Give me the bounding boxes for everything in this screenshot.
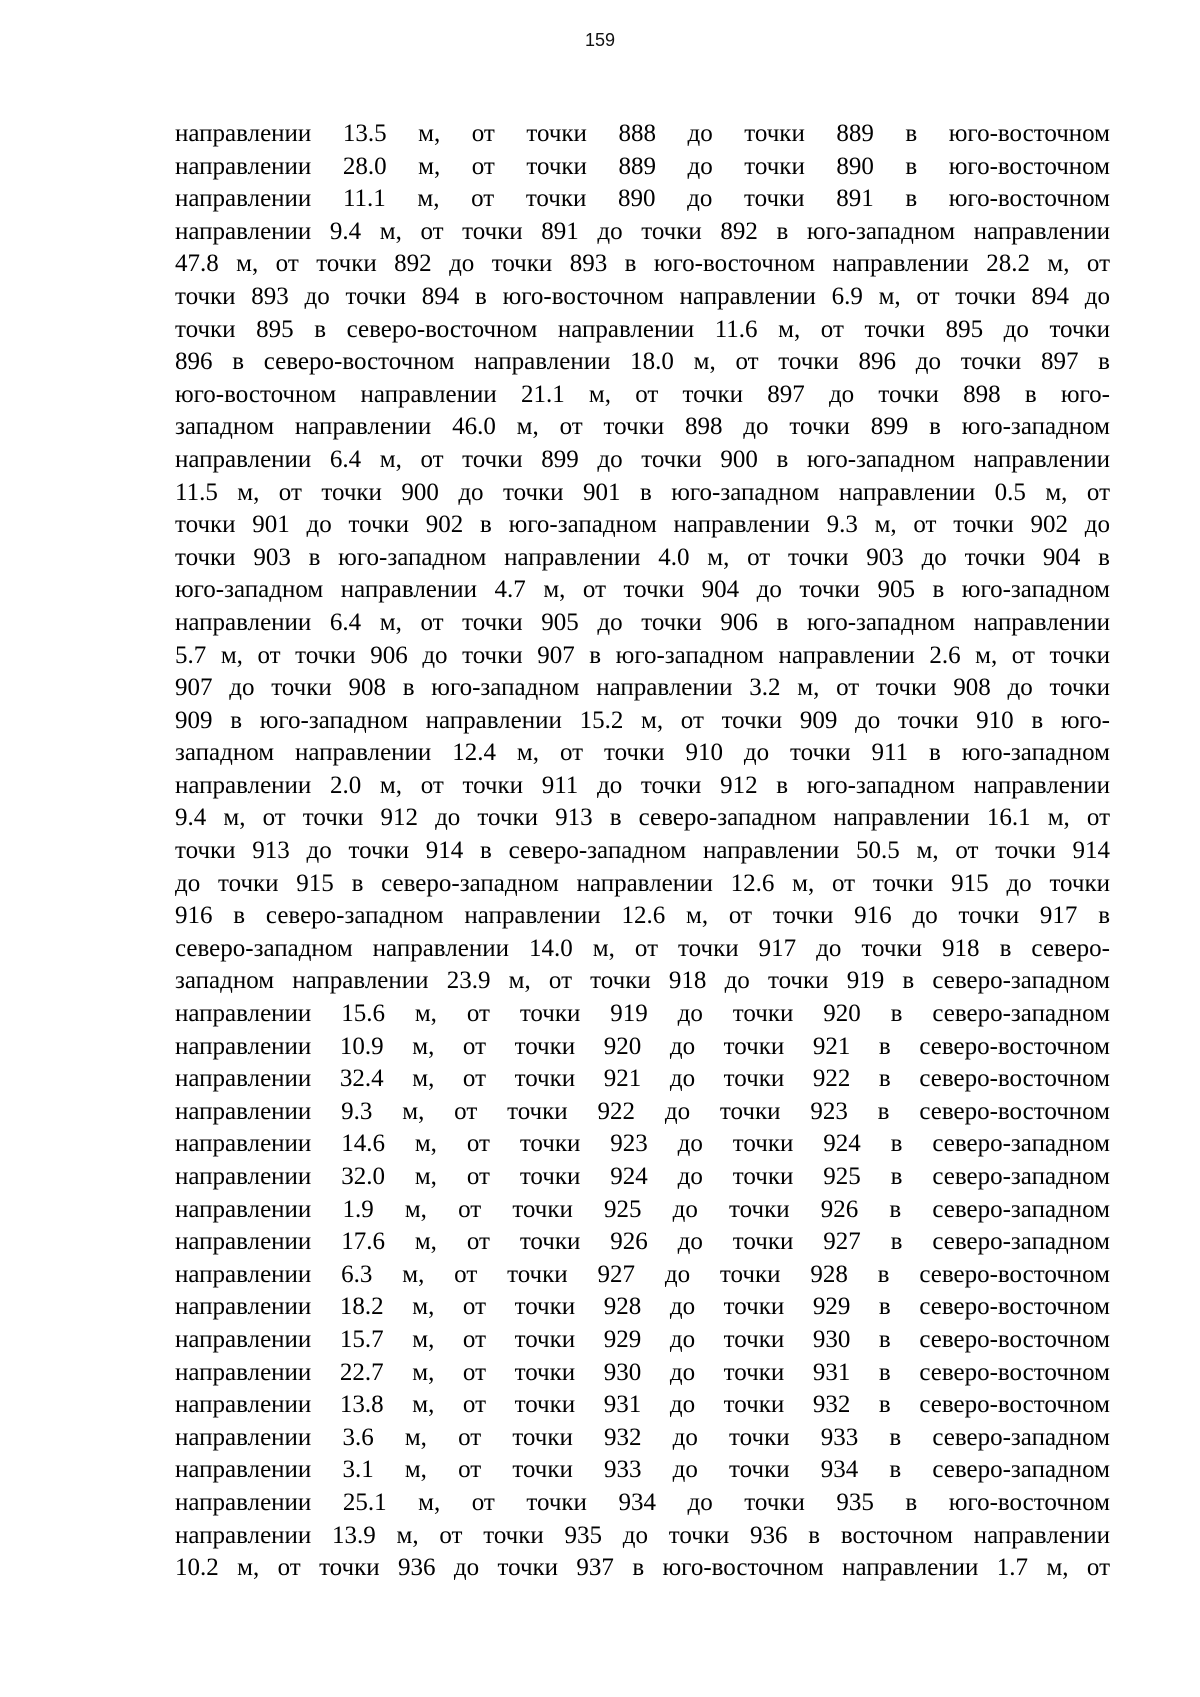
text-line: 5.7 м, от точки 906 до точки 907 в юго-западном направлении 2.6 м, от точки [175, 641, 1110, 669]
text-line: 916 в северо-западном направлении 12.6 м, от точки 916 до точки 917 в [175, 902, 1110, 930]
text-line: направлении 32.4 м, от точки 921 до точки 922 в северо-восточном [175, 1065, 1110, 1093]
text-line: направлении 9.3 м, от точки 922 до точки 923 в северо-восточном [175, 1097, 1110, 1125]
text-line: направлении 3.6 м, от точки 932 до точки 933 в северо-западном [175, 1423, 1110, 1451]
text-line: направлении 2.0 м, от точки 911 до точки 912 в юго-западном направлении [175, 771, 1110, 799]
text-line: точки 913 до точки 914 в северо-западном направлении 50.5 м, от точки 914 [175, 837, 1110, 865]
text-line: направлении 6.3 м, от точки 927 до точки 928 в северо-восточном [175, 1260, 1110, 1288]
text-line: 11.5 м, от точки 900 до точки 901 в юго-западном направлении 0.5 м, от [175, 478, 1110, 506]
text-line: северо-западном направлении 14.0 м, от точки 917 до точки 918 в северо- [175, 934, 1110, 962]
text-line: 907 до точки 908 в юго-западном направлении 3.2 м, от точки 908 до точки [175, 674, 1110, 702]
body-text [175, 118, 1110, 1585]
text-line: западном направлении 12.4 м, от точки 910 до точки 911 в юго-западном [175, 739, 1110, 767]
text-line: точки 901 до точки 902 в юго-западном направлении 9.3 м, от точки 902 до [175, 511, 1110, 539]
text-line: направлении 1.9 м, от точки 925 до точки 926 в северо-западном [175, 1195, 1110, 1223]
text-line: направлении 13.8 м, от точки 931 до точки 932 в северо-восточном [175, 1391, 1110, 1419]
text-line: западном направлении 46.0 м, от точки 898 до точки 899 в юго-западном [175, 413, 1110, 441]
text-line: направлении 10.9 м, от точки 920 до точки 921 в северо-восточном [175, 1032, 1110, 1060]
text-line: направлении 14.6 м, от точки 923 до точки 924 в северо-западном [175, 1130, 1110, 1158]
text-line: направлении 15.6 м, от точки 919 до точки 920 в северо-западном [175, 1000, 1110, 1028]
text-line: направлении 17.6 м, от точки 926 до точки 927 в северо-западном [175, 1228, 1110, 1256]
text-line: 909 в юго-западном направлении 15.2 м, от точки 909 до точки 910 в юго- [175, 706, 1110, 734]
text-line: направлении 6.4 м, от точки 905 до точки 906 в юго-западном направлении [175, 608, 1110, 636]
page-number: 159 [584, 30, 616, 50]
text-line: 9.4 м, от точки 912 до точки 913 в северо-западном направлении 16.1 м, от [175, 804, 1110, 832]
text-line: точки 893 до точки 894 в юго-восточном направлении 6.9 м, от точки 894 до [175, 282, 1110, 310]
text-line: точки 903 в юго-западном направлении 4.0 м, от точки 903 до точки 904 в [175, 543, 1110, 571]
text-line: направлении 13.9 м, от точки 935 до точки 936 в восточном направлении [175, 1521, 1110, 1549]
text-line: направлении 18.2 м, от точки 928 до точки 929 в северо-восточном [175, 1293, 1110, 1321]
text-line: западном направлении 23.9 м, от точки 918 до точки 919 в северо-западном [175, 967, 1110, 995]
text-line: 896 в северо-восточном направлении 18.0 м, от точки 896 до точки 897 в [175, 348, 1110, 376]
text-line: направлении 28.0 м, от точки 889 до точки 890 в юго-восточном [175, 152, 1110, 180]
text-line: 47.8 м, от точки 892 до точки 893 в юго-восточном направлении 28.2 м, от [175, 250, 1110, 278]
text-line: направлении 13.5 м, от точки 888 до точки 889 в юго-восточном [175, 120, 1110, 147]
text-line: направлении 22.7 м, от точки 930 до точки 931 в северо-восточном [175, 1358, 1110, 1386]
text-line: направлении 3.1 м, от точки 933 до точки 934 в северо-западном [175, 1456, 1110, 1484]
text-line: направлении 9.4 м, от точки 891 до точки 892 в юго-западном направлении [175, 217, 1110, 245]
text-line: до точки 915 в северо-западном направлении 12.6 м, от точки 915 до точки [175, 869, 1110, 897]
text-line: направлении 25.1 м, от точки 934 до точки 935 в юго-восточном [175, 1488, 1110, 1516]
text-line: направлении 6.4 м, от точки 899 до точки 900 в юго-западном направлении [175, 445, 1110, 473]
text-line: юго-восточном направлении 21.1 м, от точки 897 до точки 898 в юго- [175, 380, 1110, 408]
text-line: 10.2 м, от точки 936 до точки 937 в юго-восточном направлении 1.7 м, от [175, 1554, 1110, 1582]
text-line: направлении 15.7 м, от точки 929 до точки 930 в северо-восточном [175, 1325, 1110, 1353]
text-line: направлении 32.0 м, от точки 924 до точки 925 в северо-западном [175, 1163, 1110, 1190]
text-line: юго-западном направлении 4.7 м, от точки 904 до точки 905 в юго-западном [175, 576, 1110, 604]
text-line: направлении 11.1 м, от точки 890 до точки 891 в юго-восточном [175, 185, 1110, 213]
text-line: точки 895 в северо-восточном направлении 11.6 м, от точки 895 до точки [175, 315, 1110, 343]
